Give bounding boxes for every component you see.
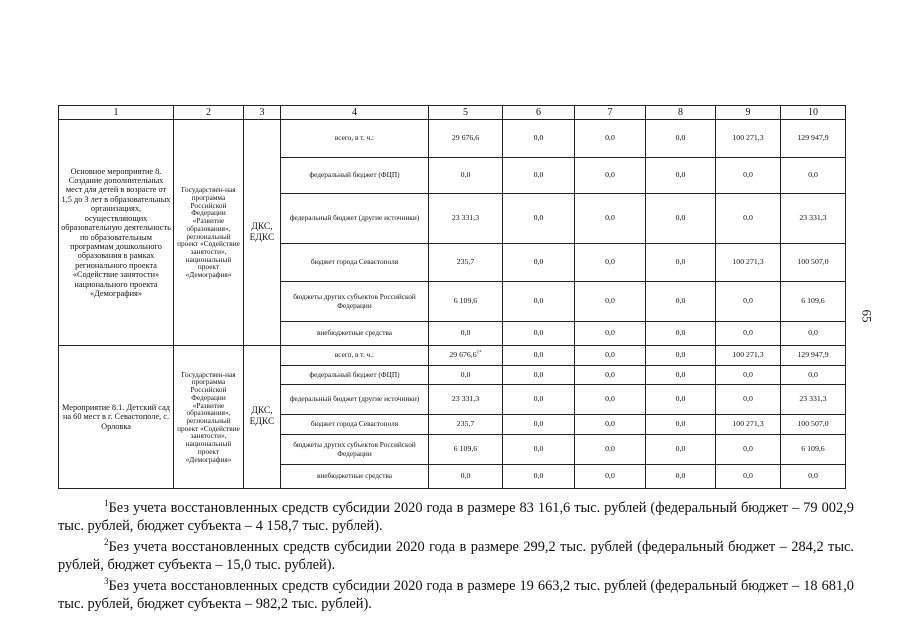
source-cell: бюджет города Севастополя [281, 415, 429, 435]
source-cell: бюджеты других субъектов Российской Федерации [281, 435, 429, 465]
source-cell: федеральный бюджет (другие источники) [281, 385, 429, 415]
value-cell: 0,0 [716, 322, 781, 346]
column-header: 5 [429, 106, 503, 120]
value-cell: 0,0 [503, 244, 575, 282]
source-cell: федеральный бюджет (ФЦП) [281, 366, 429, 385]
value-cell: 0,0 [716, 366, 781, 385]
value-cell: 100 271,3 [716, 120, 781, 158]
value-cell: 0,0 [575, 194, 646, 244]
column-header: 6 [503, 106, 575, 120]
value-cell: 0,0 [646, 158, 716, 194]
value-cell: 0,0 [575, 346, 646, 366]
value-cell: 0,0 [575, 282, 646, 322]
source-cell: внебюджетные средства [281, 322, 429, 346]
footnotes [58, 499, 854, 616]
column-header: 9 [716, 106, 781, 120]
executor-cell: ДКС, ЕДКС [244, 346, 281, 489]
value-cell: 0,0 [429, 465, 503, 489]
value-cell: 235,7 [429, 415, 503, 435]
value-cell: 0,0 [503, 346, 575, 366]
value-cell: 0,0 [646, 366, 716, 385]
value-cell: 0,0 [716, 194, 781, 244]
value-cell: 0,0 [575, 158, 646, 194]
source-cell: бюджет города Севастополя [281, 244, 429, 282]
value-cell: 0,0 [575, 385, 646, 415]
value-cell: 0,0 [716, 282, 781, 322]
value-cell: 0,0 [503, 366, 575, 385]
value-cell: 0,0 [575, 366, 646, 385]
value-cell: 23 331,3 [429, 385, 503, 415]
source-cell: федеральный бюджет (другие источники) [281, 194, 429, 244]
value-cell: 0,0 [503, 385, 575, 415]
footnote-mark: 2 [104, 537, 109, 548]
value-cell: 0,0 [646, 415, 716, 435]
value-cell: 6 109,6 [781, 282, 846, 322]
value-cell: 6 109,6 [429, 282, 503, 322]
value-cell: 0,0 [503, 120, 575, 158]
value-cell: 0,0 [575, 244, 646, 282]
value-cell: 0,0 [716, 465, 781, 489]
source-cell: бюджеты других субъектов Российской Федерации [281, 282, 429, 322]
value-cell: 6 109,6 [429, 435, 503, 465]
value-cell: 0,0 [503, 158, 575, 194]
column-header-row [59, 106, 846, 120]
column-header: 3 [244, 106, 281, 120]
column-header: 2 [174, 106, 244, 120]
source-cell: внебюджетные средства [281, 465, 429, 489]
value-cell: 0,0 [503, 194, 575, 244]
value-cell: 0,0 [429, 322, 503, 346]
column-header: 1 [59, 106, 174, 120]
value-cell: 100 507,0 [781, 415, 846, 435]
activity-description: Мероприятие 8.1. Детский сад на 60 мест в г. Севастополе, с. Орловка [59, 346, 174, 489]
footnote-mark: 1 [104, 498, 109, 509]
value-cell: 29 676,6 [429, 120, 503, 158]
activity-description: Основное мероприятие 8. Создание дополнительных мест для детей в возрасте от 1,5 до 3 лет в образовательных организациях, осуществляющих образовательную деятельность по образовательным программам дошкольного образования в рамках регионального проекта «Содействие занятости» национального проекта «Демография» [59, 120, 174, 346]
column-header: 8 [646, 106, 716, 120]
value-cell: 0,0 [646, 385, 716, 415]
value-cell: 0,0 [503, 465, 575, 489]
value-cell: 23 331,3 [429, 194, 503, 244]
value-cell: 0,0 [646, 244, 716, 282]
value-cell: 0,0 [781, 322, 846, 346]
value-cell: 0,0 [503, 282, 575, 322]
table-row [59, 346, 846, 366]
source-cell: всего, в т. ч.: [281, 120, 429, 158]
value-cell: 100 271,3 [716, 244, 781, 282]
value-cell: 0,0 [781, 465, 846, 489]
value-cell: 0,0 [781, 366, 846, 385]
value-cell: 0,0 [575, 120, 646, 158]
program-cell: Государствен-ная программа Российской Федерации «Развитие образования», региональный проект «Содействие занятости», национальный проект «Демография» [174, 120, 244, 346]
source-cell: федеральный бюджет (ФЦП) [281, 158, 429, 194]
source-cell: всего, в т. ч.: [281, 346, 429, 366]
value-cell: 235,7 [429, 244, 503, 282]
budget-table [58, 105, 846, 489]
value-cell: 0,0 [646, 435, 716, 465]
value-cell: 129 947,9 [781, 120, 846, 158]
value-cell: 0,0 [716, 435, 781, 465]
footnote-text: Без учета восстановленных средств субсидии 2020 года в размере 19 663,2 тыс. рублей (федеральный бюджет – 18 681,0 тыс. рублей, бюджет субъекта – 982,2 тыс. рублей). [58, 578, 854, 612]
value-cell: 0,0 [503, 322, 575, 346]
value-cell: 0,0 [646, 194, 716, 244]
value-cell: 0,0 [575, 435, 646, 465]
value-cell: 100 271,3 [716, 415, 781, 435]
value-text: 29 676,6 [449, 350, 477, 360]
value-cell: 0,0 [429, 158, 503, 194]
value-cell: 23 331,3 [781, 385, 846, 415]
value-cell: 0,0 [575, 465, 646, 489]
column-header: 7 [575, 106, 646, 120]
executor-cell: ДКС, ЕДКС [244, 120, 281, 346]
value-cell: 100 507,0 [781, 244, 846, 282]
footnote-marker: 1* [476, 350, 482, 356]
footnote [58, 538, 854, 574]
footnote-text: Без учета восстановленных средств субсидии 2020 года в размере 299,2 тыс. рублей (федеральный бюджет – 284,2 тыс. рублей, бюджет субъекта – 15,0 тыс. рублей). [58, 539, 854, 573]
value-cell: 0,0 [646, 322, 716, 346]
value-cell: 0,0 [575, 415, 646, 435]
value-cell: 0,0 [646, 465, 716, 489]
footnote-mark: 3 [104, 576, 109, 587]
value-cell: 6 109,6 [781, 435, 846, 465]
value-cell: 23 331,3 [781, 194, 846, 244]
value-cell: 0,0 [575, 322, 646, 346]
value-cell [429, 346, 503, 366]
value-cell: 0,0 [646, 120, 716, 158]
value-cell: 100 271,3 [716, 346, 781, 366]
footnote [58, 499, 854, 535]
value-cell: 0,0 [646, 282, 716, 322]
footnote [58, 577, 854, 613]
value-cell: 0,0 [716, 385, 781, 415]
table-row [59, 120, 846, 158]
column-header: 4 [281, 106, 429, 120]
value-cell: 0,0 [503, 435, 575, 465]
value-cell: 0,0 [429, 366, 503, 385]
value-cell: 0,0 [646, 346, 716, 366]
program-cell: Государствен-ная программа Российской Федерации «Развитие образования», региональный проект «Содействие занятости», национальный проект «Демография» [174, 346, 244, 489]
value-cell: 0,0 [503, 415, 575, 435]
column-header: 10 [781, 106, 846, 120]
value-cell: 0,0 [781, 158, 846, 194]
footnote-text: Без учета восстановленных средств субсидии 2020 года в размере 83 161,6 тыс. рублей (федеральный бюджет – 79 002,9 тыс. рублей, бюджет субъекта – 4 158,7 тыс. рублей). [58, 500, 854, 534]
value-cell: 129 947,9 [781, 346, 846, 366]
page-number: 65 [859, 309, 875, 323]
value-cell: 0,0 [716, 158, 781, 194]
